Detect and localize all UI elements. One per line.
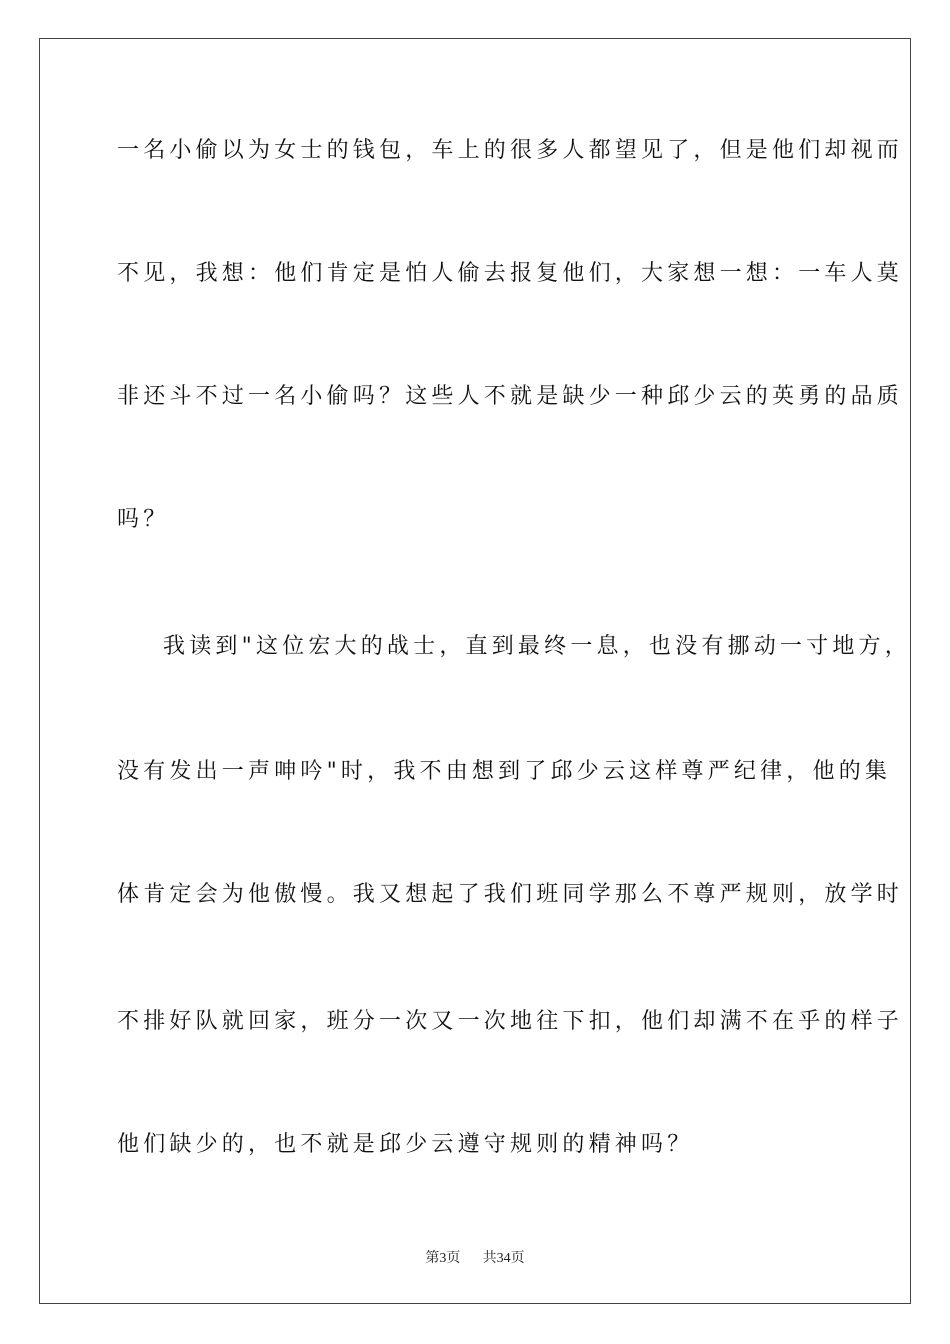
- text-line-1: 一名小偷以为女士的钱包，车上的很多人都望见了，但是他们却视而: [117, 138, 904, 163]
- text-line-2: 不见，我想：他们肯定是怕人偷去报复他们，大家想一想：一车人莫: [117, 261, 904, 286]
- text-line-3: 非还斗不过一名小偷吗？这些人不就是缺少一种邱少云的英勇的品质: [117, 384, 904, 409]
- text-line-8: 不排好队就回家，班分一次又一次地往下扣，他们却满不在乎的样子: [117, 1009, 904, 1034]
- page-number: 第3页: [425, 1251, 461, 1266]
- text-line-6: 没有发出一声呻吟"时，我不由想到了邱少云这样尊严纪律，他的集: [117, 759, 892, 784]
- text-line-9: 他们缺少的，也不就是邱少云遵守规则的精神吗？: [117, 1132, 694, 1157]
- page-border: [39, 38, 911, 1304]
- text-line-5: 我读到"这位宏大的战士，直到最终一息，也没有挪动一寸地方，: [163, 634, 911, 659]
- total-pages: 共34页: [482, 1251, 525, 1266]
- text-line-4: 吗？: [117, 507, 170, 532]
- text-line-7: 体肯定会为他傲慢。我又想起了我们班同学那么不尊严规则，放学时: [117, 882, 904, 907]
- page-footer: [0, 1247, 950, 1267]
